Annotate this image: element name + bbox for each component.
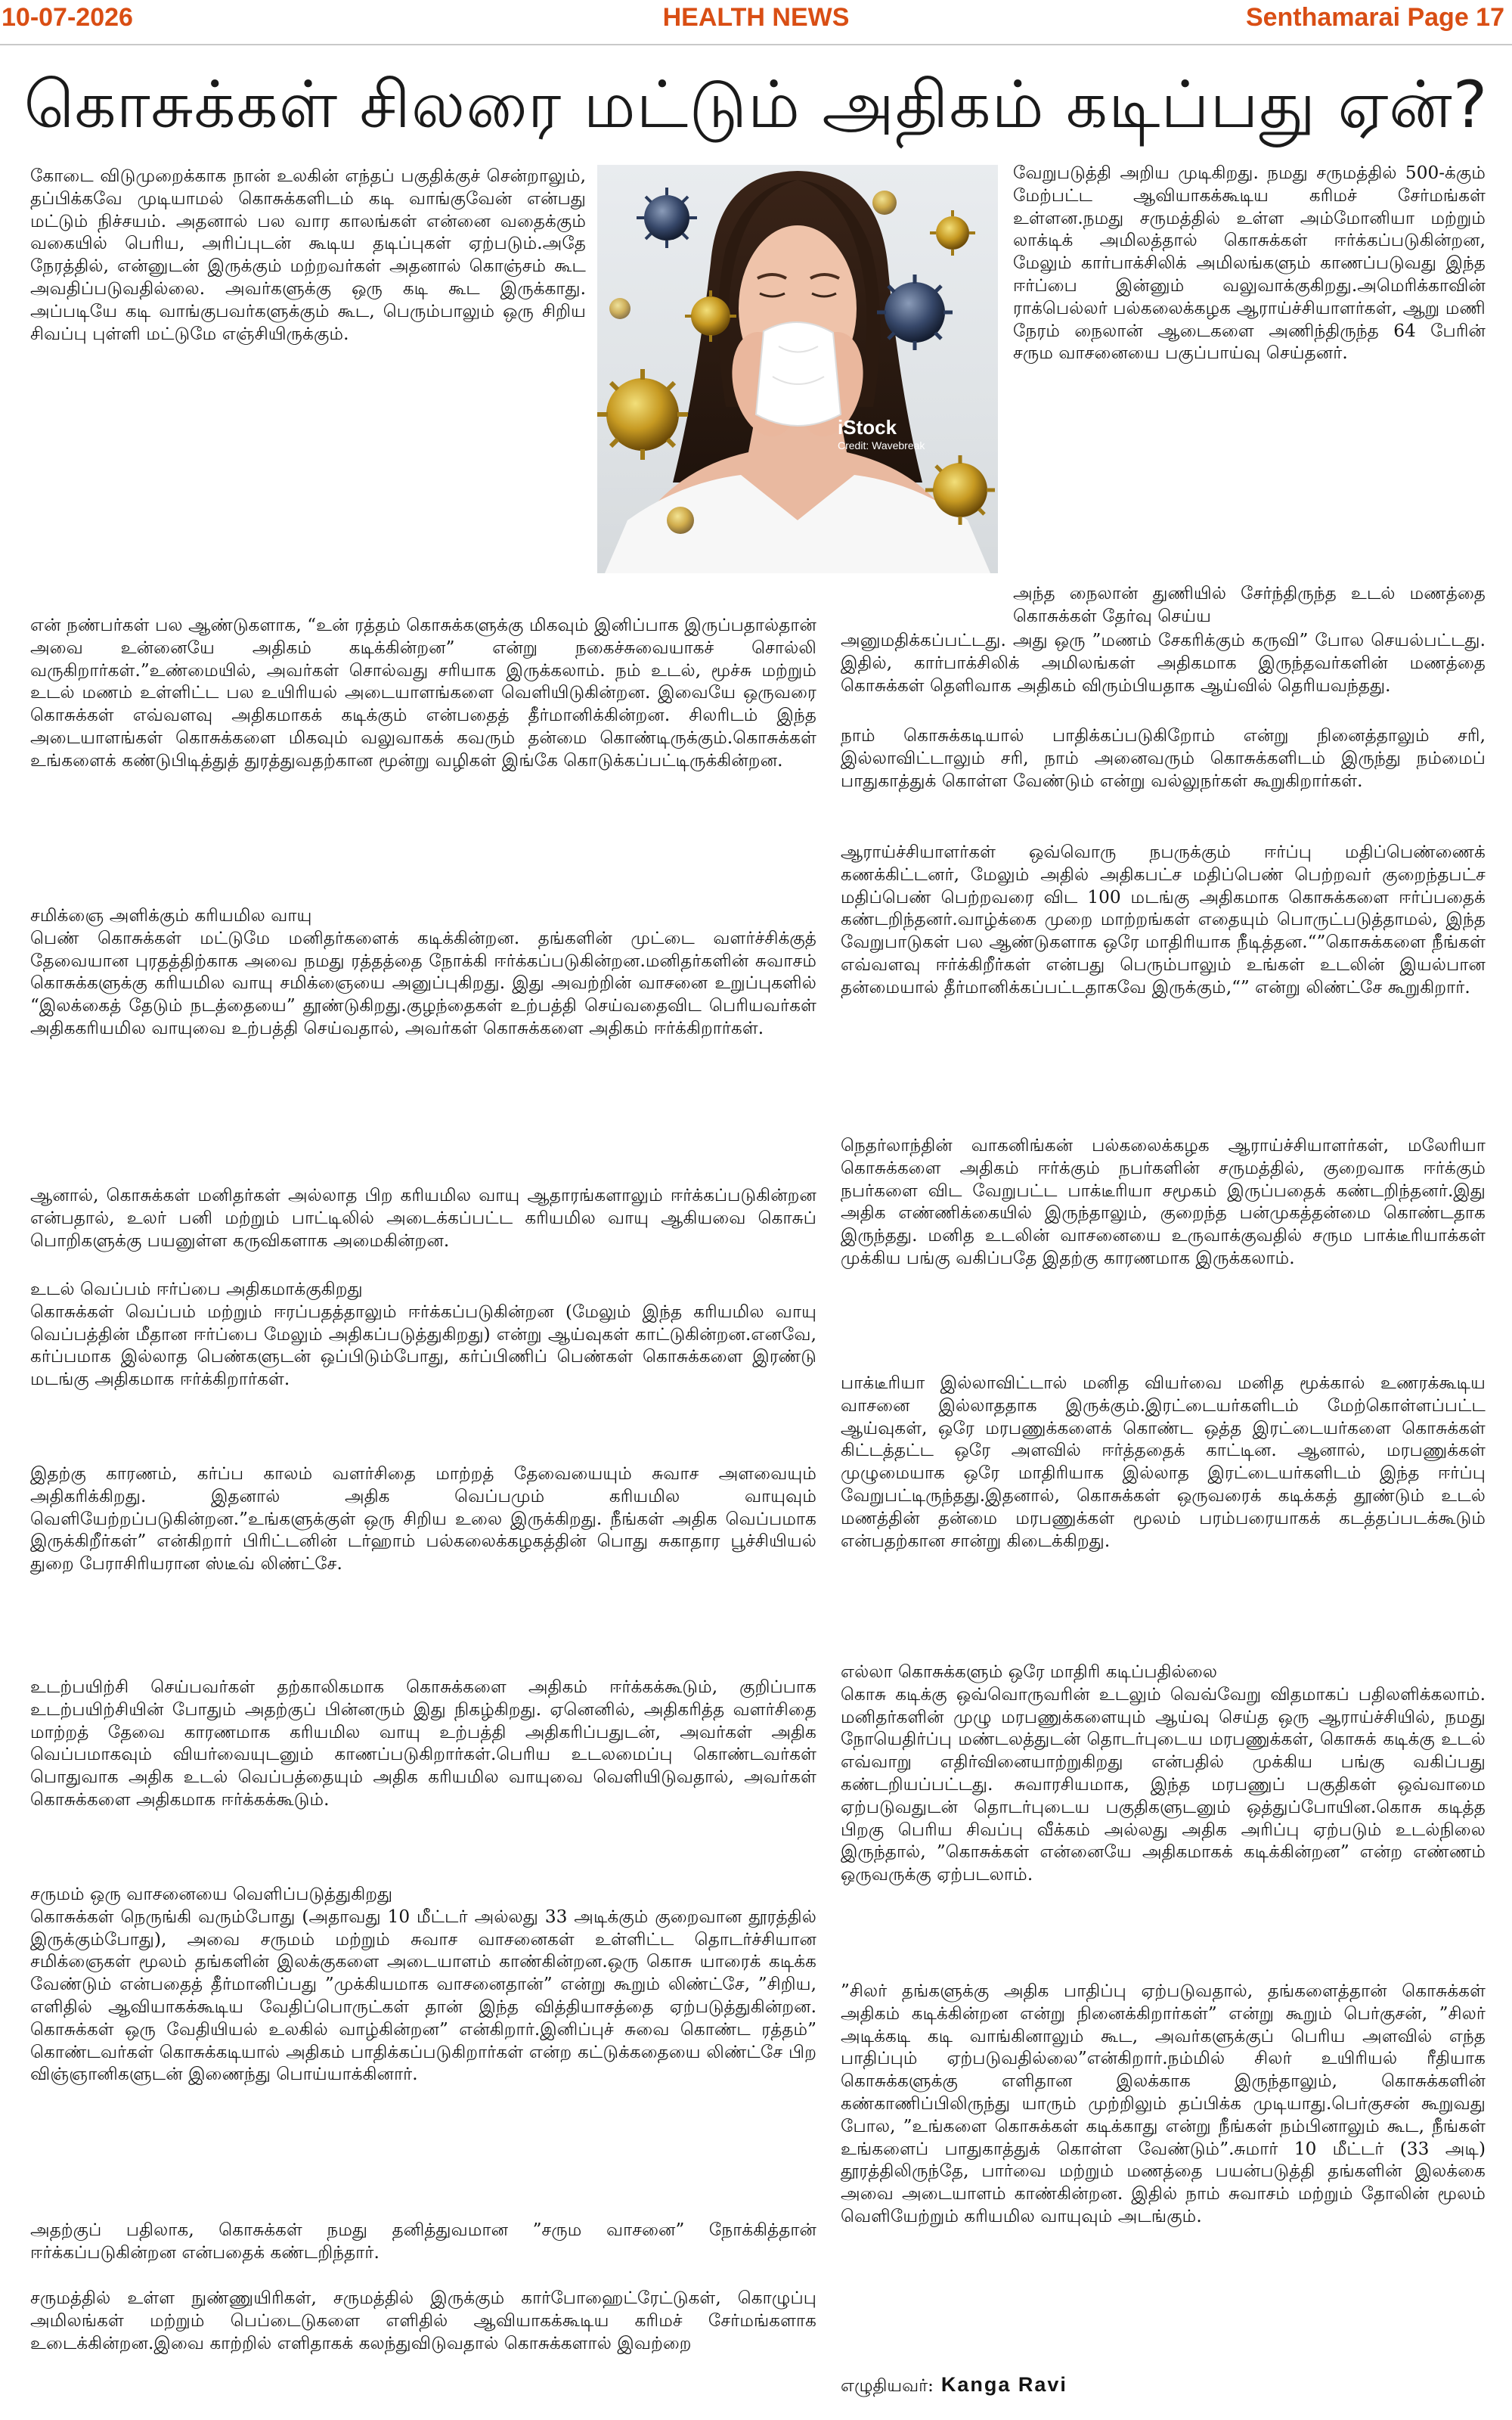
paragraph: ”சிலர் தங்களுக்கு அதிக பாதிப்பு ஏற்படுவதால், தங்களைத்தான் கொசுக்கள் அதிகம் கடிக்கின்றன என்று நினைக்கிறார்கள்” என்று கூறும் பெர்குசன், ”சிலர் அடிக்கடி கடி வாங்கினாலும் கூட, அவர்களுக்குப் பெரிய அளவில் எந்த பாதிப்பும் ஏற்படுவதில்லை”என்கிறார்.நம்மில் சிலர் உயிரியல் ரீதியாக கொசுக்களுக்கு எளிதான இலக்காக இருந்தாலும், கொசுக்களின் கண்காணிப்பிலிருந்து யாரும் முற்றிலும் தப்பிக்க முடியாது.பெர்குசன் கூறுவது போல, ”உங்களை கொசுக்கள் கடிக்காது என்று நீங்கள் நம்பினாலும் கூட, நீங்கள் உங்களைப் பாதுகாத்துக் கொள்ள வேண்டும்”.சுமார் 10 மீட்டர் (33 அடி) தூரத்திலிருந்தே, பார்வை மற்றும் மணத்தை பயன்படுத்தி தங்களின் இலக்கை அவை அடையாளம் காண்கின்றன. இதில் நாம் சுவாசம் மற்றும் தோலின் மூலம் வெளியேற்றும் கரியமில வாயுவும் அடங்கும். (841, 1981, 1486, 2226)
section-title: உடல் வெப்பம் ஈர்ப்பை அதிகமாக்குகிறது (30, 1279, 363, 1299)
paragraph: நாம் கொசுக்கடியால் பாதிக்கப்படுகிறோம் என்று நினைத்தாலும் சரி, இல்லாவிட்டாலும் சரி, நாம் அனைவரும் கொசுக்களிடம் இருந்து நம்மைப் பாதுகாத்துக் கொள்ள வேண்டும் என்று வல்லுநர்கள் கூறுகிறார்கள். (841, 725, 1486, 791)
paragraph: பெண் கொசுக்கள் மட்டுமே மனிதர்களைக் கடிக்கின்றன. தங்களின் முட்டை வளர்ச்சிக்குத் தேவையான புரதத்திற்காக அவை நமது ரத்தத்தை நோக்கி ஈர்க்கப்படுகின்றன.மனிதர்களின் சுவாசம் கொசுக்களுக்கு கரியமில வாயு சமிக்ஞையை அனுப்புகிறது. இது அவற்றின் வாசனை உறுப்புகளில் “இலக்கைத் தேடும் நடத்தையை” தூண்டுகிறது.குழந்தைகள் உற்பத்தி செய்வதைவிட பெரியவர்கள் அதிககரியமில வாயுவை உற்பத்தி செய்வதால், அவர்கள் கொசுக்களை அதிகம் ஈர்க்கிறார்கள். (30, 927, 816, 1038)
friends-paragraph: என் நண்பர்கள் பல ஆண்டுகளாக, “உன் ரத்தம் கொசுக்களுக்கு மிகவும் இனிப்பாக இருப்பதால்தான் அவை உன்னையே அதிகம் கடிக்கின்றன” என்று நகைச்சுவையாகச் சொல்லி வருகிறார்கள்.”உண்மையில், அவர்கள் சொல்வது சரியாக இருக்கலாம். நம் உடல், மூச்சு மற்றும் உடல் மணம் உள்ளிட்ட பல உயிரியல் அடையாளங்களை வெளியிடுகின்றன. இவையே ஒருவரை கொசுக்கள் எவ்வளவு அதிகமாகக் கடிக்கும் என்பதைத் தீர்மானிக்கின்றன. சிலரிடம் இந்த அடையாளங்கள் கொசுக்களை மிகவும் வலுவாகக் கவரும் தன்மை கொண்டிருக்கும்.கொசுக்கள் உங்களைக் கண்டுபிடித்துத் துரத்துவதற்கான மூன்று வழிகள் இங்கே கொடுக்கப்பட்டிருக்கின்றன. (30, 615, 816, 771)
photo-credit (838, 416, 925, 451)
article-intro: கோடை விடுமுறைக்காக நான் உலகின் எந்தப் பகுதிக்குச் சென்றாலும், தப்பிக்கவே முடியாமல் கொசுக்களிடம் கடி வாங்குவேன் என்பது மட்டும் நிச்சயம். அதனால் பல வார காலங்கள் என்னை வதைக்கும் வகையில் பெரிய, அரிப்புடன் கூடிய தடிப்புகள் ஏற்படும்.அதே நேரத்தில், என்னுடன் இருக்கும் மற்றவர்கள் அதனால் கொஞ்சம் கூட அவதிப்படுவதில்லை. அவர்களுக்கு ஒரு கடி கூட இருக்காது. அப்படியே கடி வாங்குபவர்களுக்கும் கூட, பெரும்பாலும் ஒரு சிறிய சிவப்பு புள்ளி மட்டுமே எஞ்சியிருக்கும். (30, 166, 586, 344)
header-divider (0, 44, 1512, 45)
paragraph: கொசு கடிக்கு ஒவ்வொருவரின் உடலும் வெவ்வேறு விதமாகப் பதிலளிக்கலாம். மனிதர்களின் முழு மரபணுக்களையும் ஆய்வு செய்த ஒரு ஆராய்ச்சியில், நமது நோயெதிர்ப்பு மண்டலத்துடன் தொடர்புடைய மரபணுக்கள், கொசுக் கடிக்கு உடல் எவ்வாறு எதிர்வினையாற்றுகிறது என்பதில் முக்கிய பங்கு வகிப்பது கண்டறியப்பட்டது. சுவாரசியமாக, இந்த மரபணுப் பகுதிகள் ஒவ்வாமை ஏற்படுவதுடன் தொடர்புடைய பகுதிகளுடனும் ஒத்துப்போயின.கொசு கடித்த பிறகு பெரிய சிவப்பு வீக்கம் அல்லது அதிக அரிப்பு ஏற்படும் உடல்நிலை இருந்தால், ”கொசுக்கள் என்னையே அதிகமாகக் கடிக்கின்றன” என்ற எண்ணம் ஒருவருக்கு ஏற்படலாம். (841, 1683, 1486, 1885)
page-number: Senthamarai Page 17 (1245, 3, 1504, 32)
section-skin-odor (30, 1883, 816, 2201)
byline (841, 2373, 1067, 2398)
photo-credit-brand: iStock (838, 416, 897, 439)
author-name: Kanga Ravi (940, 2373, 1067, 2396)
photo-credit-line: Credit: Wavebreak (838, 439, 925, 451)
paragraph: உடற்பயிற்சி செய்பவர்கள் தற்காலிகமாக கொசுக்களை அதிகம் ஈர்க்கக்கூடும், குறிப்பாக உடற்பயிற்சியின் போதும் அதற்குப் பின்னரும் இது நிகழ்கிறது. ஏனெனில், அதிகரித்த வளர்சிதை மாற்றத் தேவை காரணமாக கரியமில வாயு உற்பத்தி அதிகரிப்பதுடன், அவர்கள் அதிக வெப்பமாகவும் வியர்வையுடனும் காணப்படுகிறார்கள்.பெரிய உடலமைப்பு கொண்டவர்கள் பொதுவாக அதிக உடல் வெப்பத்தையும் அதிக கரியமில வாயுவை வெளியிடுவதால், அவர்கள் கொசுக்களை அதிகமாக ஈர்க்கக்கூடும். (30, 1677, 816, 1810)
paragraph: வேறுபடுத்தி அறிய முடிகிறது. நமது சருமத்தில் 500-க்கும் மேற்பட்ட ஆவியாகக்கூடிய கரிமச் சேர்மங்கள் உள்ளன.நமது சருமத்தில் உள்ள அம்மோனியா மற்றும் லாக்டிக் அமிலத்தால் கொசுக்கள் ஈர்க்கப்படுகின்றன, மேலும் கார்பாக்சிலிக் அமிலங்களும் காணப்படுவது இந்த ஈர்ப்பை இன்னும் வலுவாக்குகிறது.அமெரிக்காவின் ராக்பெல்லர் பல்கலைக்கழக ஆராய்ச்சியாளர்கள், ஆறு மணி நேரம் நைலான் ஆடைகளை அணிந்திருந்த 64 பேரின் சரும வாசனையை பகுப்பாய்வு செய்தனர். (1013, 163, 1486, 364)
page-header (0, 0, 1512, 42)
paragraph: சருமத்தில் உள்ள நுண்ணுயிரிகள், சருமத்தில் இருக்கும் கார்போஹைட்ரேட்டுகள், கொழுப்பு அமிலங்கள் மற்றும் பெப்டைடுகளை எளிதில் ஆவியாகக்கூடிய கரிமச் சேர்மங்களாக உடைக்கின்றன.இவை காற்றில் எளிதாகக் கலந்துவிடுவதால் கொசுக்களால் இவற்றை (30, 2288, 816, 2353)
article-headline: கொசுக்கள் சிலரை மட்டும் அதிகம் கடிப்பது ஏன்? (23, 67, 1489, 143)
paragraph: கொசுக்கள் நெருங்கி வரும்போது (அதாவது 10 மீட்டர் அல்லது 33 அடிக்கும் குறைவான தூரத்தில் இருக்கும்போது), அவை சருமம் மற்றும் சுவாச வாசனைகள் உள்ளிட்ட தொடர்ச்சியான சமிக்ஞைகள் மூலம் தங்களின் இலக்குகளை அடையாளம் காண்கின்றன.ஒரு கொசு யாரைக் கடிக்க வேண்டும் என்பதைத் தீர்மானிப்பது ”முக்கியமாக வாசனைதான்” என்று கூறும் லிண்ட்சே, ”சிறிய, எளிதில் ஆவியாகக்கூடிய வேதிப்பொருட்கள் தான் இந்த வித்தியாசத்தை ஏற்படுத்துகின்றன. கொசுக்கள் ஒரு வேதியியல் உலகில் வாழ்கின்றன” என்கிறார்.இனிப்புச் சுவை கொண்ட ரத்தம்” கொண்டவர்கள் கொசுக்கடியால் அதிகம் பாதிக்கப்படுகிறார்கள் என்ற கட்டுக்கதையை லிண்ட்சே பிற விஞ்ஞானிகளுடன் இணைந்து பொய்யாக்கினார். (30, 1906, 816, 2085)
paragraph: அனுமதிக்கப்பட்டது. அது ஒரு ”மணம் சேகரிக்கும் கருவி” போல செயல்பட்டது. இதில், கார்பாக்சிலிக் அமிலங்கள் அதிகமாக இருந்தவர்களின் மணத்தை கொசுக்கள் தெளிவாக அதிகம் விரும்பியதாக ஆய்வில் தெரியவந்தது. (841, 630, 1486, 696)
paragraph: அந்த நைலான் துணியில் சேர்ந்திருந்த உடல் மணத்தை கொசுக்கள் தேர்வு செய்ய (1013, 583, 1486, 626)
paragraph: நெதர்லாந்தின் வாகனிங்கன் பல்கலைக்கழக ஆராய்ச்சியாளர்கள், மலேரியா கொசுக்களை அதிகம் ஈர்க்கும் நபர்களின் சருமத்தில், குறைவாக ஈர்க்கும் நபர்களை விட வேறுபட்ட பாக்டீரியா சமூகம் இருப்பதைக் கண்டறிந்தனர்.இது அதிக எண்ணிக்கையில் இருந்தாலும், குறைந்த பன்முகத்தன்மை கொண்டதாக இருந்தது. மனித உடலின் வாசனையை உருவாக்குவதில் சரும பாக்டீரியாக்கள் முக்கிய பங்கு வகிப்பதே இதற்கு காரணமாக இருக்கலாம். (841, 1135, 1486, 1268)
paragraph: இதற்கு காரணம், கர்ப்ப காலம் வளர்சிதை மாற்றத் தேவையையும் சுவாச அளவையும் அதிகரிக்கிறது. இதனால் அதிக வெப்பமும் கரியமில வாயுவும் வெளியேற்றப்படுகின்றன.”உங்களுக்குள் ஒரு சிறிய உலை இருக்கிறது. நீங்கள் அதிக வெப்பமாக இருக்கிறீர்கள்” என்கிறார் பிரிட்டனின் டர்ஹாம் பல்கலைக்கழகத்தின் பொது சுகாதார பூச்சியியல் துறை பேராசிரியரான ஸ்டீவ் லிண்ட்சே. (30, 1463, 816, 1575)
article-photo (597, 165, 998, 573)
section-carbon-dioxide (30, 904, 816, 1177)
byline-label: எழுதியவர்: (841, 2376, 934, 2396)
section-not-all-bites (841, 1661, 1486, 1963)
section-title: எல்லா கொசுக்களும் ஒரே மாதிரி கடிப்பதில்லை (841, 1661, 1218, 1682)
section-body-heat (30, 1278, 816, 1429)
paragraph: ஆனால், கொசுக்கள் மனிதர்கள் அல்லாத பிற கரியமில வாயு ஆதாரங்களாலும் ஈர்க்கப்படுகின்றன என்பதால், உலர் பனி மற்றும் பாட்டிலில் அடைக்கப்பட்ட கரியமில வாயு ஆகியவை கொசுப் பொறிகளுக்கு பயனுள்ள கருவிகளாக அமைகின்றன. (30, 1185, 816, 1251)
section-name: HEALTH NEWS (662, 3, 850, 32)
issue-date: 10-07-2026 (2, 3, 133, 32)
section-title: சருமம் ஒரு வாசனையை வெளிப்படுத்துகிறது (30, 1884, 393, 1904)
sneezing-woman-illustration (597, 165, 998, 573)
paragraph: கொசுக்கள் வெப்பம் மற்றும் ஈரப்பதத்தாலும் ஈர்க்கப்படுகின்றன (மேலும் இந்த கரியமில வாயு வெப்பத்தின் மீதான ஈர்ப்பை மேலும் அதிகப்படுத்துகிறது) என்று ஆய்வுகள் காட்டுகின்றன.எனவே, கர்ப்பமாக இல்லாத பெண்களுடன் ஒப்பிடும்போது, கர்ப்பிணிப் பெண்கள் கொசுக்களை இரண்டு மடங்கு அதிகமாக ஈர்க்கிறார்கள். (30, 1301, 816, 1390)
paragraph: ஆராய்ச்சியாளர்கள் ஒவ்வொரு நபருக்கும் ஈர்ப்பு மதிப்பெண்ணைக் கணக்கிட்டனர், மேலும் அதில் அதிகபட்ச மதிப்பெண் பெற்றவர் குறைந்தபட்ச மதிப்பெண் பெற்றவரை விட 100 மடங்கு அதிகமாக கொசுக்களை ஈர்ப்பதைக் கண்டறிந்தனர்.வாழ்க்கை முறை மாற்றங்கள் எதையும் பொருட்படுத்தாமல், இந்த வேறுபாடுகள் பல ஆண்டுகளாக ஒரே மாதிரியாக நீடித்தன.“”கொசுக்களை நீங்கள் எவ்வளவு ஈர்க்கிறீர்கள் என்பது பெரும்பாலும் உங்கள் உடலின் இயல்பான தன்மையால் தீர்மானிக்கப்பட்டதாகவே இருக்கும்,“” என்று லிண்ட்சே கூறுகிறார். (841, 842, 1486, 997)
paragraph: பாக்டீரியா இல்லாவிட்டால் மனித வியர்வை மனித மூக்கால் உணரக்கூடிய வாசனை இல்லாததாக இருக்கும்.இரட்டையர்களிடம் மேற்கொள்ளப்பட்ட ஆய்வுகள், ஒரே மரபணுக்களைக் கொண்ட ஒத்த இரட்டையர்களை கொசுக்கள் கிட்டத்தட்ட ஒரே அளவில் ஈர்த்ததைக் காட்டின. ஆனால், மரபணுக்கள் முழுமையாக ஒரே மாதிரியாக இல்லாத இரட்டையர்களிடம் இந்த ஈர்ப்பு வேறுபட்டிருந்தது.இதனால், கொசுக்கள் ஒருவரைக் கடிக்கத் தூண்டும் உடல் மணத்தின் தன்மை மரபணுக்கள் மூலம் பரம்பரையாகக் கடத்தப்படக்கூடும் என்பதற்கான சான்று கிடைக்கிறது. (841, 1373, 1486, 1551)
section-title: சமிக்ஞை அளிக்கும் கரியமில வாயு (30, 905, 312, 926)
paragraph: அதற்குப் பதிலாக, கொசுக்கள் நமது தனித்துவமான ”சரும வாசனை” நோக்கித்தான் ஈர்க்கப்படுகின்றன என்பதைக் கண்டறிந்தார். (30, 2220, 816, 2263)
